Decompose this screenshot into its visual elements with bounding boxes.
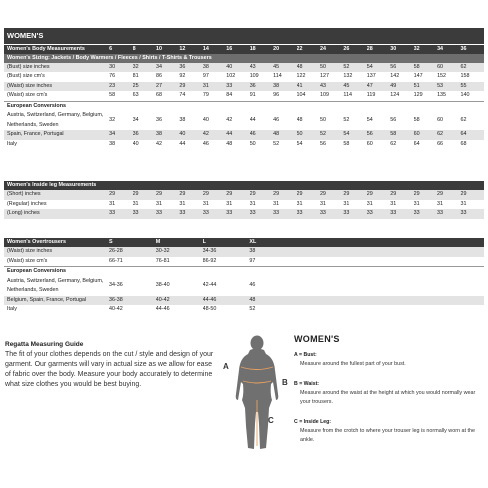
- cell: 58: [109, 91, 132, 101]
- cell: 52: [343, 111, 366, 130]
- cell: 33: [226, 209, 249, 219]
- cell: 45: [343, 82, 366, 92]
- cell: 47: [367, 82, 390, 92]
- size-header: 20: [273, 45, 296, 54]
- cell: 33: [273, 209, 296, 219]
- cell: 33: [390, 209, 413, 219]
- cell: 29: [179, 190, 202, 200]
- table-header-label: Women's Inside leg Measurements: [4, 181, 484, 190]
- cell: 33: [156, 209, 179, 219]
- cell: 36: [133, 130, 156, 140]
- cell: 31: [273, 200, 296, 210]
- cell: 33: [367, 209, 390, 219]
- cell: 38: [156, 130, 179, 140]
- cell: 29: [250, 190, 273, 200]
- cell: 50: [297, 130, 320, 140]
- table-row: [4, 63, 484, 73]
- cell: 33: [414, 209, 437, 219]
- cell: 44: [179, 140, 202, 150]
- legend-desc-c: Measure from the crotch to where your trouser leg is normally worn at the ankle.: [300, 428, 475, 443]
- cell: 33: [226, 82, 249, 92]
- cell: 34: [133, 111, 156, 130]
- cell: 58: [390, 130, 413, 140]
- table-row: [4, 209, 484, 219]
- cell: 55: [460, 82, 484, 92]
- cell: 42: [156, 140, 179, 150]
- cell: 137: [367, 72, 390, 82]
- cell: 31: [203, 200, 226, 210]
- cell: 33: [460, 209, 484, 219]
- legend-desc-a: Measure around the fullest part of your bust.: [300, 361, 406, 367]
- cell: 63: [133, 91, 156, 101]
- cell: 62: [437, 130, 460, 140]
- table-header-row: [4, 238, 484, 247]
- cell: 32: [133, 63, 156, 73]
- cell: 33: [297, 209, 320, 219]
- cell: 44: [226, 130, 249, 140]
- legend-key-c: C = Inside Leg:: [294, 419, 332, 425]
- cell: 102: [226, 72, 249, 82]
- size-header: 36: [460, 45, 484, 54]
- table-row: [4, 257, 484, 267]
- cell: 53: [437, 82, 460, 92]
- cell: 31: [437, 200, 460, 210]
- cell: 66: [437, 140, 460, 150]
- size-header: 34: [437, 45, 460, 54]
- cell: 33: [179, 209, 202, 219]
- cell: 29: [273, 190, 296, 200]
- cell: 52: [273, 140, 296, 150]
- size-header: M: [156, 238, 203, 247]
- row-label: Italy: [4, 305, 109, 315]
- cell: 38: [109, 140, 132, 150]
- cell: 36: [156, 111, 179, 130]
- cell: 76-81: [156, 257, 203, 267]
- table-row: [4, 130, 484, 140]
- cell: 30: [109, 63, 132, 73]
- row-label: (Waist) size cm's: [4, 257, 109, 267]
- cell: 44: [250, 111, 273, 130]
- size-header: 14: [203, 45, 226, 54]
- cell: 62: [460, 63, 484, 73]
- cell: 68: [156, 91, 179, 101]
- cell: 52: [320, 130, 343, 140]
- cell: 31: [250, 200, 273, 210]
- table-header-row: [4, 181, 484, 190]
- cell: 34: [109, 130, 132, 140]
- cell: 114: [273, 72, 296, 82]
- inside-leg-table: [4, 181, 484, 219]
- cell: 50: [320, 63, 343, 73]
- cell: 92: [179, 72, 202, 82]
- cell: 58: [414, 63, 437, 73]
- cell: 147: [414, 72, 437, 82]
- cell: 48-50: [203, 305, 250, 315]
- cell: 40: [226, 63, 249, 73]
- cell: 79: [203, 91, 226, 101]
- size-header: 6: [109, 45, 132, 54]
- cell: 31: [390, 200, 413, 210]
- size-header: 28: [367, 45, 390, 54]
- row-label: (Waist) size inches: [4, 247, 109, 257]
- cell: 40: [179, 130, 202, 140]
- cell: 29: [320, 190, 343, 200]
- cell: 43: [250, 63, 273, 73]
- legend-desc-b: Measure around the waist at the height at which you would normally wear your trousers.: [300, 390, 476, 405]
- table-header-row: [4, 45, 484, 54]
- cell: 41: [297, 82, 320, 92]
- cell: 56: [367, 130, 390, 140]
- cell: 29: [203, 190, 226, 200]
- row-label: Spain, France, Portugal: [4, 130, 109, 140]
- cell: 97: [203, 72, 226, 82]
- section-title-row: [4, 267, 484, 277]
- cell: 34: [156, 63, 179, 73]
- size-header: 30: [390, 45, 413, 54]
- cell: 29: [226, 190, 249, 200]
- cell: 31: [226, 200, 249, 210]
- row-label: Italy: [4, 140, 109, 150]
- row-label: Austria, Switzerland, Germany, Belgium, Netherlands, Sweden: [4, 111, 109, 130]
- row-label: Austria, Switzerland, Germany, Belgium, Netherlands, Sweden: [4, 277, 109, 296]
- cell: 60: [437, 63, 460, 73]
- cell: 40-42: [109, 305, 156, 315]
- cell: 158: [460, 72, 484, 82]
- cell: 38-40: [156, 277, 203, 296]
- cell: 33: [320, 209, 343, 219]
- cell: 36-38: [109, 296, 156, 306]
- cell: 31: [109, 200, 132, 210]
- cell: 135: [437, 91, 460, 101]
- cell: 68: [460, 140, 484, 150]
- table-row: [4, 140, 484, 150]
- figure-letter-b: B: [282, 378, 288, 387]
- row-label: (Waist) size inches: [4, 82, 109, 92]
- table-row: [4, 296, 484, 306]
- cell: 140: [460, 91, 484, 101]
- row-label: (Short) inches: [4, 190, 109, 200]
- cell: 48: [297, 63, 320, 73]
- cell: 48: [249, 296, 296, 306]
- table-row: [4, 190, 484, 200]
- cell: 31: [320, 200, 343, 210]
- cell: 132: [343, 72, 366, 82]
- cell: 42: [203, 130, 226, 140]
- cell: 96: [273, 91, 296, 101]
- overtrousers-table: [4, 238, 484, 315]
- cell: 31: [367, 200, 390, 210]
- cell: 43: [320, 82, 343, 92]
- cell: 31: [179, 200, 202, 210]
- cell: 84: [226, 91, 249, 101]
- cell: 33: [437, 209, 460, 219]
- cell: 31: [460, 200, 484, 210]
- cell: 127: [320, 72, 343, 82]
- cell: 31: [343, 200, 366, 210]
- size-header: 8: [133, 45, 156, 54]
- cell: 152: [437, 72, 460, 82]
- cell: 109: [250, 72, 273, 82]
- cell: 44-46: [156, 305, 203, 315]
- cell: 31: [133, 200, 156, 210]
- cell: 62: [390, 140, 413, 150]
- cell: 86-92: [203, 257, 250, 267]
- cell: 29: [179, 82, 202, 92]
- size-header: XL: [249, 238, 296, 247]
- cell: 23: [109, 82, 132, 92]
- table-subheader-row: [4, 54, 484, 63]
- cell: 33: [109, 209, 132, 219]
- cell: 129: [414, 91, 437, 101]
- size-header: 12: [179, 45, 202, 54]
- figure-letter-a: A: [223, 362, 229, 371]
- cell: 124: [390, 91, 413, 101]
- legend-key-a: A = Bust:: [294, 352, 317, 358]
- cell: 56: [390, 63, 413, 73]
- cell: 34-36: [203, 247, 250, 257]
- section-title-row: [4, 101, 484, 111]
- cell: 76: [109, 72, 132, 82]
- cell: 52: [249, 305, 296, 315]
- figure-letter-c: C: [268, 416, 274, 425]
- cell: 64: [460, 130, 484, 140]
- cell: 52: [343, 63, 366, 73]
- cell: 46: [203, 140, 226, 150]
- cell: 32: [109, 111, 132, 130]
- cell: 50: [250, 140, 273, 150]
- cell: 44-46: [203, 296, 250, 306]
- cell: 50: [320, 111, 343, 130]
- cell: 62: [460, 111, 484, 130]
- table-row: [4, 91, 484, 101]
- cell: 51: [414, 82, 437, 92]
- cell: 38: [249, 247, 296, 257]
- cell: 40-42: [156, 296, 203, 306]
- cell: 48: [273, 130, 296, 140]
- cell: 29: [460, 190, 484, 200]
- row-label: (Regular) inches: [4, 200, 109, 210]
- table-row: [4, 277, 484, 296]
- section-title: European Conversions: [4, 267, 484, 277]
- size-header: S: [109, 238, 156, 247]
- row-label: (Waist) size cm's: [4, 91, 109, 101]
- table-row: [4, 305, 484, 315]
- cell: 36: [250, 82, 273, 92]
- cell: 60: [367, 140, 390, 150]
- cell: 119: [367, 91, 390, 101]
- size-header: 22: [297, 45, 320, 54]
- cell: 54: [297, 140, 320, 150]
- cell: 122: [297, 72, 320, 82]
- page-title: WOMEN'S: [4, 28, 484, 44]
- cell: 54: [343, 130, 366, 140]
- table-header-label: Women's Overtrousers: [4, 238, 109, 247]
- cell: 26-28: [109, 247, 156, 257]
- cell: 48: [297, 111, 320, 130]
- cell: 29: [390, 190, 413, 200]
- cell: 38: [203, 63, 226, 73]
- cell: 46: [250, 130, 273, 140]
- size-header: 18: [250, 45, 273, 54]
- cell: 29: [367, 190, 390, 200]
- cell: 31: [297, 200, 320, 210]
- cell: 60: [414, 130, 437, 140]
- size-header: 24: [320, 45, 343, 54]
- cell: 29: [437, 190, 460, 200]
- cell: 29: [414, 190, 437, 200]
- body-silhouette-svg: [222, 334, 292, 454]
- table-row: [4, 247, 484, 257]
- row-label: (Long) inches: [4, 209, 109, 219]
- cell: 58: [414, 111, 437, 130]
- size-header: 32: [414, 45, 437, 54]
- row-label: (Bust) size inches: [4, 63, 109, 73]
- cell: 38: [179, 111, 202, 130]
- section-title: European Conversions: [4, 101, 484, 111]
- cell: 64: [414, 140, 437, 150]
- cell: 49: [390, 82, 413, 92]
- cell: 48: [226, 140, 249, 150]
- cell: 34-36: [109, 277, 156, 296]
- legend-key-b: B = Waist:: [294, 381, 320, 387]
- cell: 109: [320, 91, 343, 101]
- size-header: 26: [343, 45, 366, 54]
- cell: 46: [273, 111, 296, 130]
- cell: 40: [203, 111, 226, 130]
- cell: 33: [203, 209, 226, 219]
- guide-text: The fit of your clothes depends on the cut / style and design of your garment. Our garments will vary in actual size as we allow for ease of fabric over the body. Measure your body accurately to determine what size clothes you would be best buying.: [5, 351, 214, 388]
- size-header: 10: [156, 45, 179, 54]
- cell: 29: [297, 190, 320, 200]
- cell: 91: [250, 91, 273, 101]
- cell: 56: [390, 111, 413, 130]
- table-row: [4, 200, 484, 210]
- table-row: [4, 82, 484, 92]
- cell: 54: [367, 111, 390, 130]
- cell: 25: [133, 82, 156, 92]
- cell: 38: [273, 82, 296, 92]
- cell: 27: [156, 82, 179, 92]
- table-header-label: Women's Body Measurements: [4, 45, 109, 54]
- cell: 29: [343, 190, 366, 200]
- cell: 33: [343, 209, 366, 219]
- cell: 33: [133, 209, 156, 219]
- legend-title: WOMEN'S: [294, 334, 340, 344]
- cell: 36: [179, 63, 202, 73]
- cell: 29: [156, 190, 179, 200]
- table-row: [4, 72, 484, 82]
- cell: 56: [320, 140, 343, 150]
- size-header: L: [203, 238, 250, 247]
- cell: 42-44: [203, 277, 250, 296]
- cell: 42: [226, 111, 249, 130]
- body-silhouette-icon: [222, 334, 292, 454]
- guide-title: Regatta Measuring Guide: [5, 341, 84, 348]
- cell: 31: [156, 200, 179, 210]
- cell: 104: [297, 91, 320, 101]
- cell: 114: [343, 91, 366, 101]
- cell: 97: [249, 257, 296, 267]
- cell: 142: [390, 72, 413, 82]
- cell: 30-32: [156, 247, 203, 257]
- cell: 58: [343, 140, 366, 150]
- cell: 60: [437, 111, 460, 130]
- body-measurements-table: [4, 45, 484, 149]
- cell: 81: [133, 72, 156, 82]
- cell: 31: [414, 200, 437, 210]
- cell: 66-71: [109, 257, 156, 267]
- cell: 40: [133, 140, 156, 150]
- cell: 33: [250, 209, 273, 219]
- cell: 74: [179, 91, 202, 101]
- cell: 45: [273, 63, 296, 73]
- row-label: (Bust) size cm's: [4, 72, 109, 82]
- cell: 46: [249, 277, 296, 296]
- size-header: 16: [226, 45, 249, 54]
- cell: 86: [156, 72, 179, 82]
- cell: 29: [109, 190, 132, 200]
- cell: 29: [133, 190, 156, 200]
- table-row: [4, 111, 484, 130]
- cell: 54: [367, 63, 390, 73]
- row-label: Belgium, Spain, France, Portugal: [4, 296, 109, 306]
- table-subheader: Women's Sizing: Jackets / Body Warmers / Fleeces / Shirts / T-Shirts & Trousers: [4, 54, 484, 63]
- cell: 31: [203, 82, 226, 92]
